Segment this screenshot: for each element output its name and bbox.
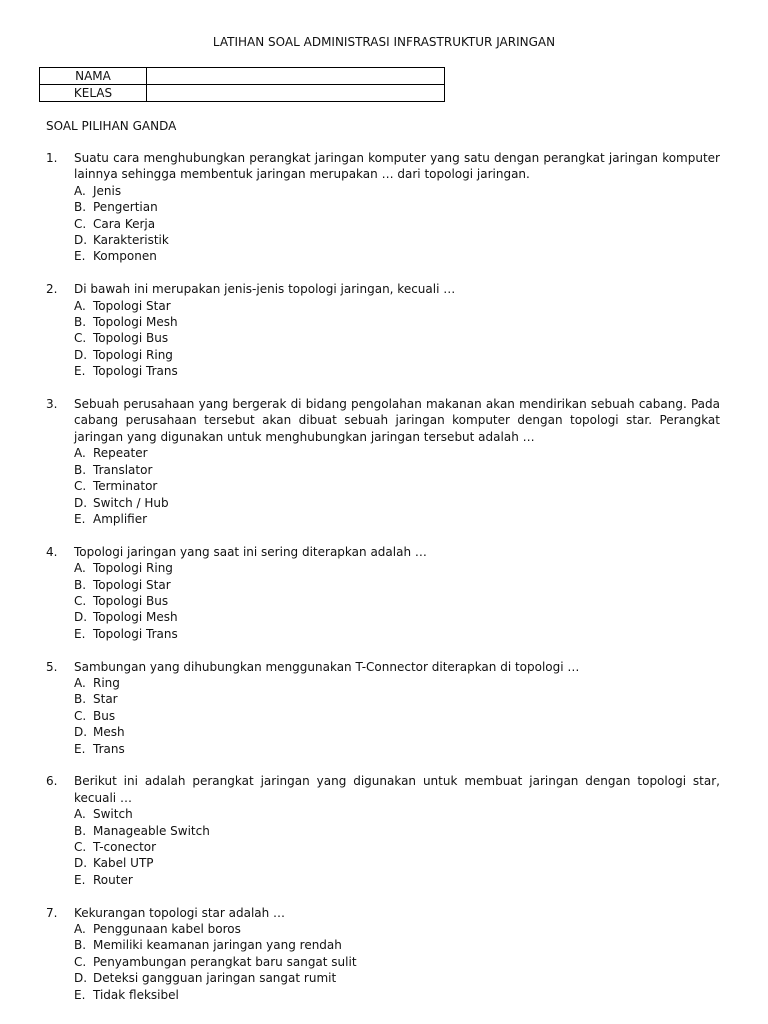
question-6 — [46, 773, 720, 888]
nama-label: NAMA — [40, 68, 147, 85]
answer-option[interactable] — [46, 330, 720, 346]
option-text: Trans — [93, 741, 125, 756]
answer-option[interactable] — [46, 823, 720, 839]
option-letter: E. — [74, 872, 86, 887]
question-number: 2. — [46, 282, 58, 297]
question-row — [46, 905, 720, 921]
answer-option[interactable] — [46, 855, 720, 871]
question-text: Topologi jaringan yang saat ini sering diterapkan adalah … — [74, 544, 427, 559]
option-text: Terminator — [93, 479, 158, 494]
option-text: Cara Kerja — [93, 216, 156, 231]
option-text: Bus — [93, 708, 116, 723]
option-text: Memiliki keamanan jaringan yang rendah — [93, 938, 342, 953]
option-letter: B. — [74, 938, 87, 953]
option-text: Switch — [93, 807, 133, 822]
question-row — [46, 150, 720, 183]
answer-option[interactable] — [46, 347, 720, 363]
answer-option[interactable] — [46, 363, 720, 379]
answer-option[interactable] — [46, 970, 720, 986]
nama-row — [40, 68, 445, 85]
option-text: Switch / Hub — [93, 495, 169, 510]
option-text: Ring — [93, 675, 120, 690]
option-text: Amplifier — [93, 511, 148, 526]
option-letter: E. — [74, 364, 86, 379]
option-letter: A. — [74, 675, 86, 690]
answer-option[interactable] — [46, 593, 720, 609]
answer-option[interactable] — [46, 199, 720, 215]
option-letter: E. — [74, 741, 86, 756]
kelas-row — [40, 85, 445, 102]
answer-option[interactable] — [46, 462, 720, 478]
answer-option[interactable] — [46, 987, 720, 1003]
option-text: T-conector — [93, 839, 157, 854]
option-letter: C. — [74, 216, 87, 231]
question-text: Sambungan yang dihubungkan menggunakan T-Connector diterapkan di topologi … — [74, 659, 580, 674]
option-text: Deteksi gangguan jaringan sangat rumit — [93, 971, 337, 986]
question-2 — [46, 281, 720, 379]
answer-option[interactable] — [46, 183, 720, 199]
option-text: Topologi Bus — [93, 331, 169, 346]
option-letter: E. — [74, 626, 86, 641]
answer-option[interactable] — [46, 216, 720, 232]
page-title: LATIHAN SOAL ADMINISTRASI INFRASTRUKTUR JARINGAN — [212, 35, 556, 49]
option-letter: B. — [74, 462, 87, 477]
option-text: Topologi Bus — [93, 593, 169, 608]
option-letter: A. — [74, 446, 86, 461]
option-letter: A. — [74, 922, 86, 936]
option-text: Translator — [93, 462, 153, 477]
answer-option[interactable] — [46, 839, 720, 855]
option-letter: C. — [74, 479, 87, 494]
answer-option[interactable] — [46, 741, 720, 757]
question-row — [46, 773, 720, 806]
option-text: Repeater — [93, 446, 148, 461]
option-text: Manageable Switch — [93, 823, 210, 838]
question-4 — [46, 544, 720, 642]
question-number: 5. — [46, 659, 58, 674]
option-letter: B. — [74, 200, 87, 215]
kelas-label: KELAS — [40, 85, 147, 102]
option-text: Penyambungan perangkat baru sangat sulit — [93, 954, 357, 969]
question-number: 3. — [46, 397, 58, 412]
answer-option[interactable] — [46, 298, 720, 314]
question-row — [46, 281, 720, 297]
option-text: Topologi Mesh — [93, 315, 178, 330]
option-text: Topologi Trans — [93, 364, 178, 379]
option-letter: C. — [74, 954, 87, 969]
option-text: Topologi Ring — [93, 561, 173, 576]
option-letter: D. — [74, 495, 88, 510]
option-text: Star — [93, 692, 118, 707]
option-letter: C. — [74, 708, 87, 723]
answer-option[interactable] — [46, 560, 720, 576]
option-text: Tidak fleksibel — [93, 987, 179, 1002]
question-text: Kekurangan topologi star adalah … — [74, 905, 286, 920]
option-letter: E. — [74, 987, 86, 1002]
option-text: Topologi Star — [93, 577, 171, 592]
answer-option[interactable] — [46, 921, 720, 937]
option-text: Pengertian — [93, 200, 158, 215]
question-row — [46, 659, 720, 675]
identity-table — [39, 67, 445, 102]
option-letter: B. — [74, 692, 87, 707]
answer-option[interactable] — [46, 577, 720, 593]
option-text: Router — [93, 872, 133, 887]
answer-option[interactable] — [46, 954, 720, 970]
question-number: 6. — [46, 774, 58, 789]
answer-option[interactable] — [46, 232, 720, 248]
answer-option[interactable] — [46, 675, 720, 691]
nama-field[interactable] — [147, 68, 445, 85]
answer-option[interactable] — [46, 495, 720, 511]
option-letter: D. — [74, 971, 88, 986]
option-text: Penggunaan kabel boros — [93, 922, 241, 936]
question-text: Sebuah perusahaan yang bergerak di bidang pengolahan makanan akan mendirikan sebuah cabang. Pada cabang perusahaan tersebut akan dibuat sebuah jaringan komputer dengan topologi star. Perangkat jaringan yang digunakan untuk menghubungkan jaringan tersebut adalah … — [74, 397, 720, 444]
answer-option[interactable] — [46, 478, 720, 494]
answer-option[interactable] — [46, 626, 720, 642]
option-letter: B. — [74, 823, 87, 838]
option-text: Topologi Mesh — [93, 610, 178, 625]
question-number: 7. — [46, 905, 58, 920]
option-text: Karakteristik — [93, 233, 169, 248]
kelas-field[interactable] — [147, 85, 445, 102]
answer-option[interactable] — [46, 872, 720, 888]
option-letter: C. — [74, 331, 87, 346]
question-text: Suatu cara menghubungkan perangkat jaringan komputer yang satu dengan perangkat jaringan komputer lainnya sehingga membentuk jaringan merupakan … dari topologi jaringan. — [74, 151, 720, 182]
option-text: Komponen — [93, 249, 157, 264]
answer-option[interactable] — [46, 609, 720, 625]
option-letter: D. — [74, 233, 88, 248]
question-text: Di bawah ini merupakan jenis-jenis topologi jaringan, kecuali … — [74, 282, 456, 297]
answer-option[interactable] — [46, 445, 720, 461]
option-letter: D. — [74, 347, 88, 362]
option-letter: C. — [74, 839, 87, 854]
answer-option[interactable] — [46, 724, 720, 740]
question-row — [46, 396, 720, 445]
option-letter: B. — [74, 315, 87, 330]
option-letter: A. — [74, 183, 86, 198]
option-letter: A. — [74, 807, 86, 822]
answer-option[interactable] — [46, 691, 720, 707]
option-letter: E. — [74, 249, 86, 264]
answer-option[interactable] — [46, 708, 720, 724]
option-text: Jenis — [93, 183, 122, 198]
question-7 — [46, 905, 720, 1003]
option-text: Kabel UTP — [93, 856, 154, 871]
option-letter: D. — [74, 856, 88, 871]
option-text: Mesh — [93, 725, 125, 740]
question-text: Berikut ini adalah perangkat jaringan yang digunakan untuk membuat jaringan dengan topologi star, kecuali … — [74, 774, 720, 805]
question-number: 4. — [46, 544, 58, 559]
answer-option[interactable] — [46, 248, 720, 264]
option-letter: D. — [74, 610, 88, 625]
option-letter: A. — [74, 298, 86, 313]
option-letter: B. — [74, 577, 87, 592]
question-list — [46, 150, 720, 1019]
option-letter: A. — [74, 561, 86, 576]
option-letter: E. — [74, 511, 86, 526]
question-3 — [46, 396, 720, 527]
answer-option[interactable] — [46, 806, 720, 822]
question-number: 1. — [46, 151, 58, 165]
option-text: Topologi Ring — [93, 347, 173, 362]
option-letter: D. — [74, 725, 88, 740]
option-text: Topologi Star — [93, 298, 171, 313]
answer-option[interactable] — [46, 511, 720, 527]
question-row — [46, 544, 720, 560]
question-5 — [46, 659, 720, 757]
question-1 — [46, 150, 720, 265]
section-heading: SOAL PILIHAN GANDA — [46, 119, 177, 133]
option-letter: C. — [74, 593, 87, 608]
option-text: Topologi Trans — [93, 626, 178, 641]
answer-option[interactable] — [46, 314, 720, 330]
answer-option[interactable] — [46, 937, 720, 953]
